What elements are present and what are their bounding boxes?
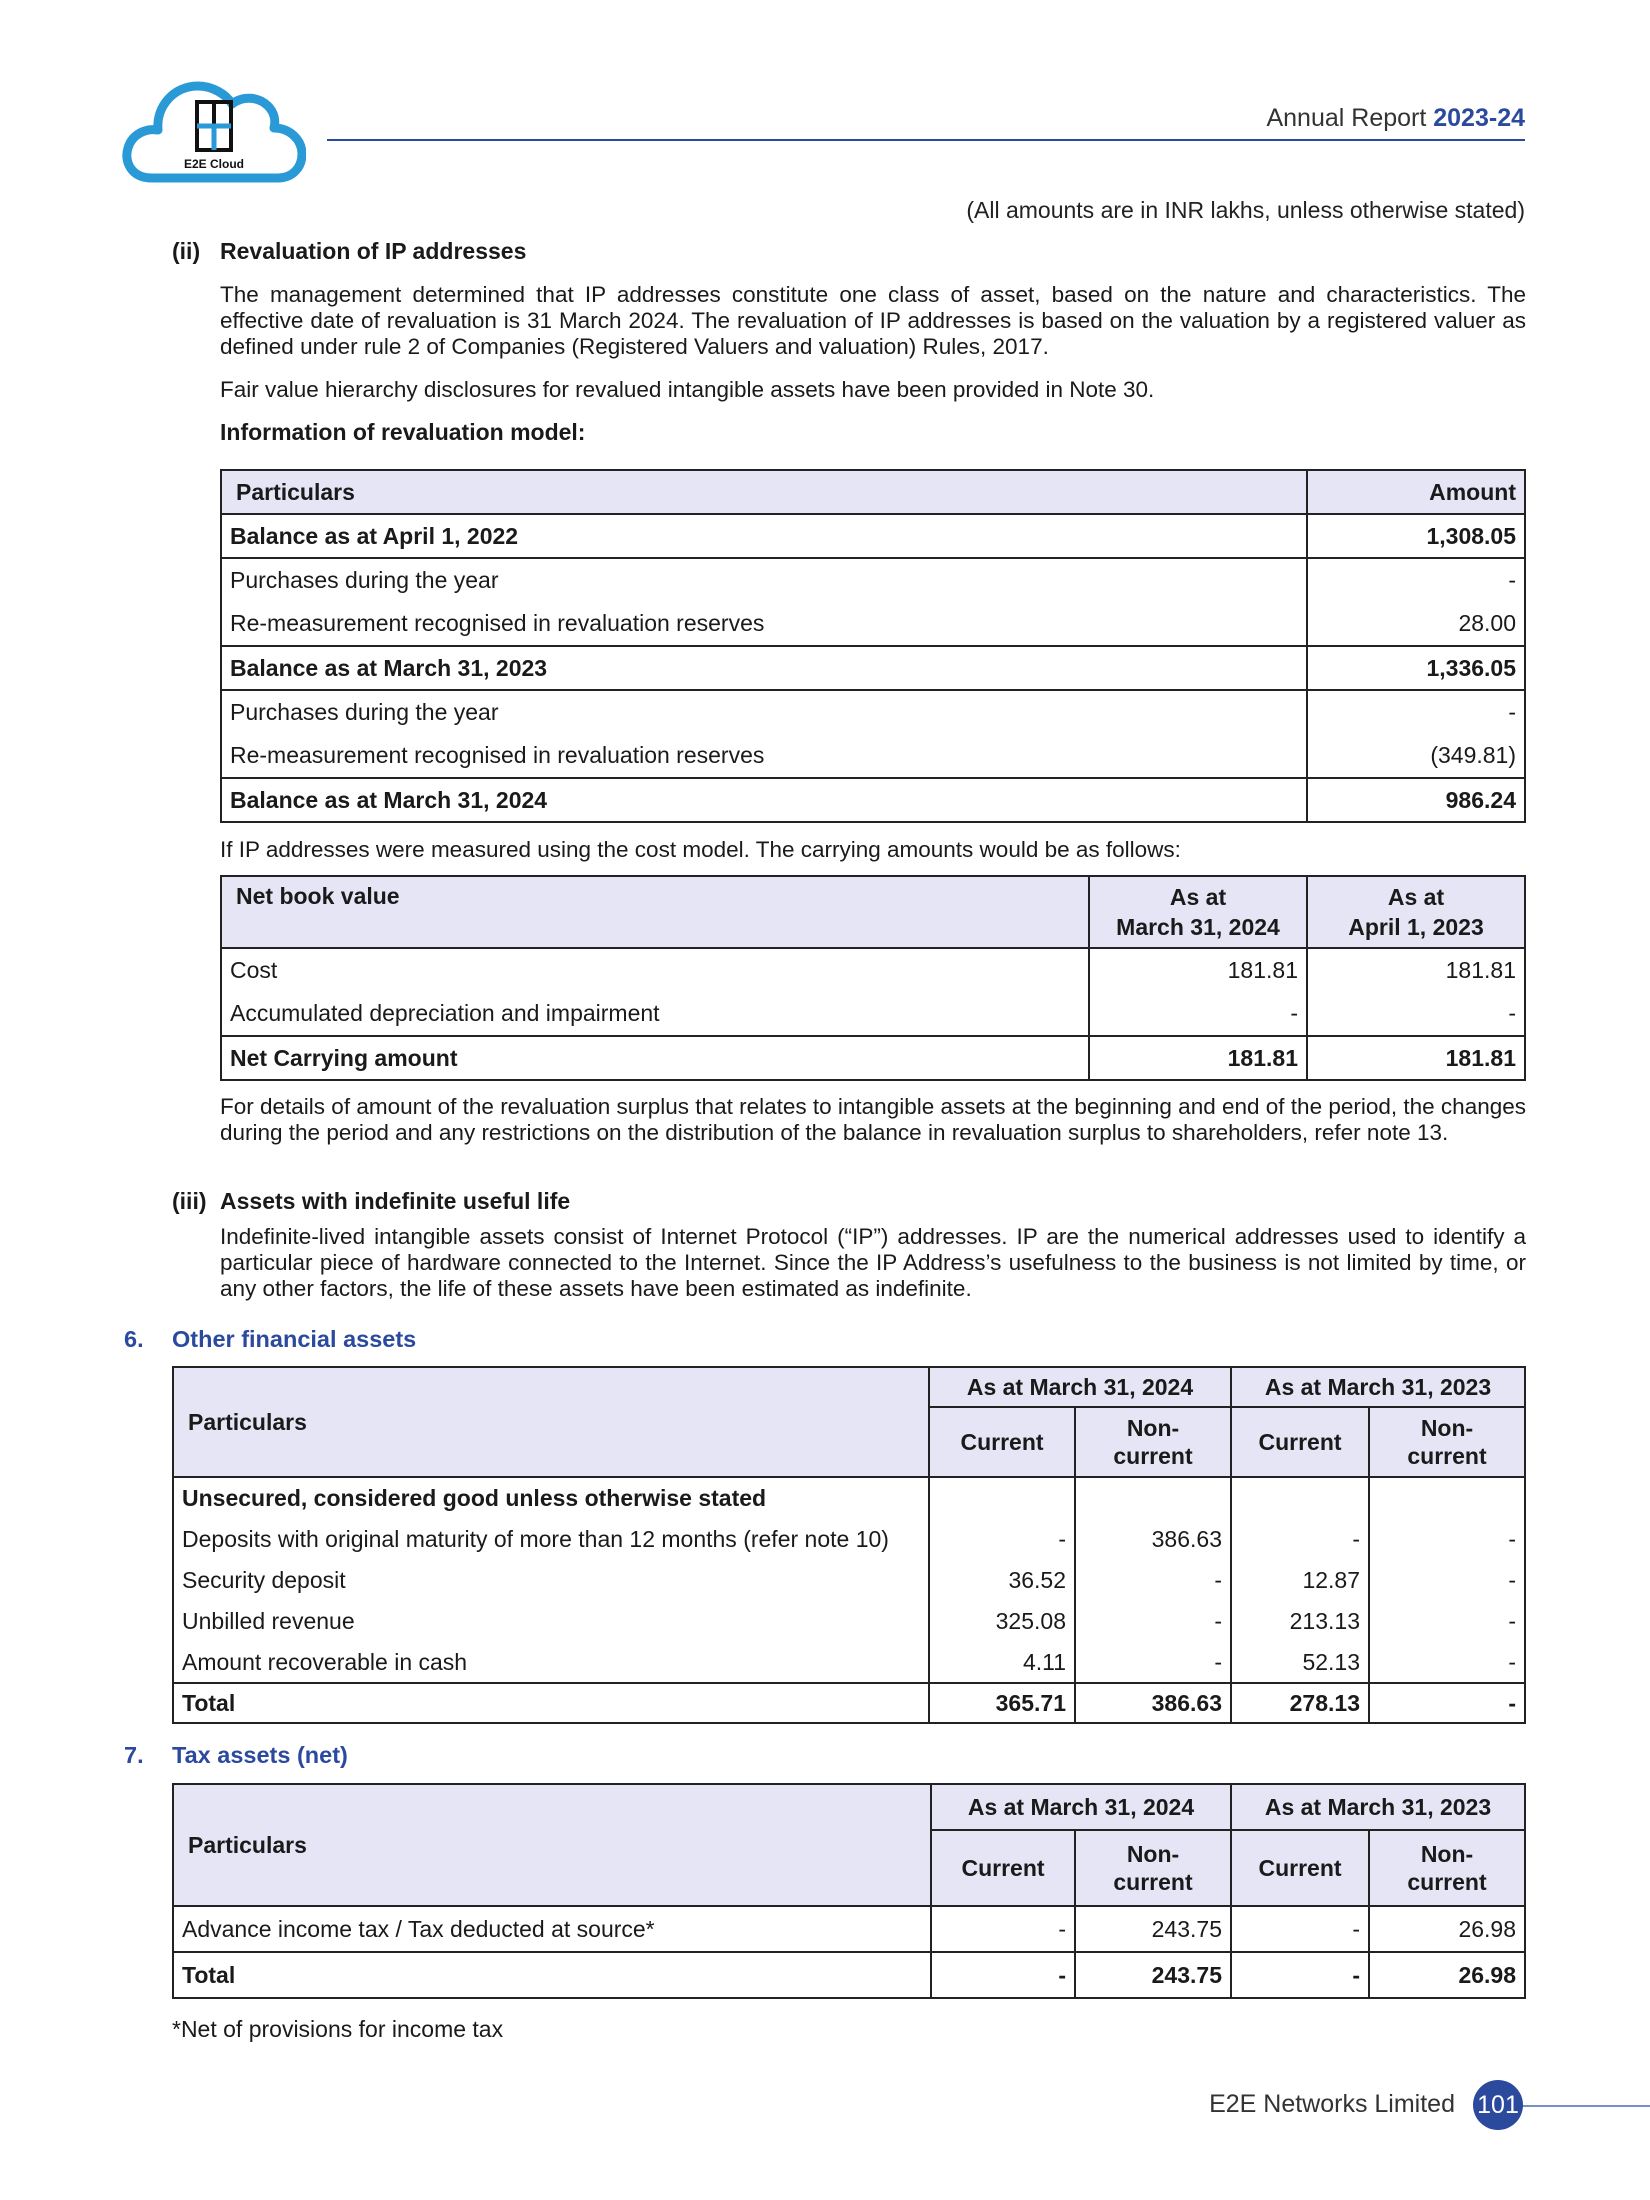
table-header: Non-current [1369, 1407, 1525, 1477]
table-row-value: 1,336.05 [1307, 646, 1525, 690]
header-rule [327, 139, 1525, 141]
section-ii-heading: (ii) Revaluation of IP addresses [172, 238, 527, 264]
table-row-label: Re-measurement recognised in revaluation reserves [221, 734, 1307, 778]
table-header: Non-current [1075, 1830, 1231, 1906]
footer-company-name: E2E Networks Limited [1209, 2090, 1455, 2118]
logo-text: E2E Cloud [183, 157, 245, 171]
table-cell: - [929, 1519, 1075, 1560]
table-cell: - [1075, 1642, 1231, 1683]
table-row-label: Amount recoverable in cash [173, 1642, 929, 1683]
cloud-logo-icon [122, 56, 306, 188]
table-cell: - [1369, 1560, 1525, 1601]
group-label: Unsecured, considered good unless otherwise stated [173, 1477, 929, 1519]
table-cell: 386.63 [1075, 1519, 1231, 1560]
table-cell: 181.81 [1089, 948, 1307, 992]
table-cell: 213.13 [1231, 1601, 1369, 1642]
table-header: As at March 31, 2024 [929, 1367, 1231, 1407]
table-cell: - [1231, 1519, 1369, 1560]
table-total-label: Total [173, 1683, 929, 1723]
amount-note: (All amounts are in INR lakhs, unless otherwise stated) [966, 197, 1525, 223]
tax-footnote: *Net of provisions for income tax [172, 2016, 504, 2042]
table-row-value: - [1307, 690, 1525, 734]
company-logo [122, 56, 306, 188]
table-cell: 4.11 [929, 1642, 1075, 1683]
table-header: Amount [1307, 470, 1525, 514]
table-total-cell: 365.71 [929, 1683, 1075, 1723]
section-iii-paragraph: Indefinite-lived intangible assets consist of Internet Protocol (“IP”) addresses. IP are the numerical addresses used to identify a particular piece of hardware connected to the Internet. Since the IP Address’s usefulness to the business is not limited by time, or any other factors, the life of these assets have been estimated as indefinite. [220, 1224, 1526, 1301]
table-row-label: Balance as at March 31, 2024 [221, 778, 1307, 822]
table-row-value: 1,308.05 [1307, 514, 1525, 558]
cost-model-table [220, 875, 1526, 1081]
table-total-cell: - [931, 1952, 1075, 1998]
table-row-label: Advance income tax / Tax deducted at source* [173, 1906, 931, 1952]
revaluation-surplus-text: For details of amount of the revaluation surplus that relates to intangible assets at the beginning and end of the period, the changes during the period and any restrictions on the distribution of the balance in revaluation surplus to shareholders, refer note 13. [220, 1094, 1526, 1145]
revaluation-model-table [220, 469, 1526, 823]
revaluation-model-title: Information of revaluation model: [220, 419, 586, 445]
table-cell: 181.81 [1307, 1036, 1525, 1080]
table-row-label: Accumulated depreciation and impairment [221, 992, 1089, 1036]
table-header: Current [931, 1830, 1075, 1906]
table-header: As at March 31, 2023 [1231, 1367, 1525, 1407]
table-cell: - [931, 1906, 1075, 1952]
table-total-label: Total [173, 1952, 931, 1998]
table-row-label: Balance as at April 1, 2022 [221, 514, 1307, 558]
table-cell: - [1075, 1601, 1231, 1642]
table-header: Current [1231, 1407, 1369, 1477]
table-row-label: Purchases during the year [221, 558, 1307, 602]
table-row-label: Deposits with original maturity of more than 12 months (refer note 10) [173, 1519, 929, 1560]
section-ii-paragraph-1: The management determined that IP addresses constitute one class of asset, based on the nature and characteristics. The effective date of revaluation is 31 March 2024. The revaluation of IP addresses is based on the valuation by a registered valuer as defined under rule 2 of Companies (Registered Valuers and valuation) Rules, 2017. [220, 282, 1526, 359]
table-cell: - [1089, 992, 1307, 1036]
table-header: As at April 1, 2023 [1307, 876, 1525, 948]
table-cell: - [1369, 1642, 1525, 1683]
table-total-cell: 26.98 [1369, 1952, 1525, 1998]
section-7-heading: 7. Tax assets (net) [124, 1742, 348, 1768]
section-iii-heading: (iii) Assets with indefinite useful life [172, 1188, 571, 1214]
table-total-cell: - [1231, 1952, 1369, 1998]
table-row-label: Balance as at March 31, 2023 [221, 646, 1307, 690]
table-row-value: 28.00 [1307, 602, 1525, 646]
table-header: Net book value [221, 876, 1089, 948]
table-cell: 243.75 [1075, 1906, 1231, 1952]
other-financial-assets-table [172, 1366, 1526, 1724]
table-cell: 181.81 [1307, 948, 1525, 992]
table-row-label: Cost [221, 948, 1089, 992]
table-header: Particulars [173, 1784, 931, 1906]
table-cell: 36.52 [929, 1560, 1075, 1601]
table-row-label: Unbilled revenue [173, 1601, 929, 1642]
table-cell: - [1231, 1906, 1369, 1952]
section-ii-paragraph-2: Fair value hierarchy disclosures for revalued intangible assets have been provided in Note 30. [220, 377, 1155, 402]
table-total-cell: 243.75 [1075, 1952, 1231, 1998]
table-header: Non-current [1075, 1407, 1231, 1477]
table-cell: 12.87 [1231, 1560, 1369, 1601]
table-header: As at March 31, 2024 [1089, 876, 1307, 948]
table-cell: 181.81 [1089, 1036, 1307, 1080]
table-total-cell: 386.63 [1075, 1683, 1231, 1723]
table-cell: 26.98 [1369, 1906, 1525, 1952]
table-header: Particulars [173, 1367, 929, 1477]
table-header: Current [929, 1407, 1075, 1477]
table-row-value: - [1307, 558, 1525, 602]
table-row-label: Net Carrying amount [221, 1036, 1089, 1080]
page-number: 101 [1473, 2080, 1523, 2130]
table-row-value: 986.24 [1307, 778, 1525, 822]
table-row-label: Security deposit [173, 1560, 929, 1601]
table-row-value: (349.81) [1307, 734, 1525, 778]
table-cell: - [1369, 1601, 1525, 1642]
table-cell: 52.13 [1231, 1642, 1369, 1683]
table-cell: 325.08 [929, 1601, 1075, 1642]
report-title: Annual Report 2023-24 [1266, 104, 1525, 132]
table-total-cell: 278.13 [1231, 1683, 1369, 1723]
cost-model-text: If IP addresses were measured using the cost model. The carrying amounts would be as follows: [220, 837, 1181, 862]
table-row-label: Purchases during the year [221, 690, 1307, 734]
table-cell: - [1307, 992, 1525, 1036]
table-cell: - [1369, 1519, 1525, 1560]
table-cell: - [1075, 1560, 1231, 1601]
table-header: As at March 31, 2023 [1231, 1784, 1525, 1830]
section-6-heading: 6. Other financial assets [124, 1326, 417, 1352]
tax-assets-table [172, 1783, 1526, 1999]
table-header: As at March 31, 2024 [931, 1784, 1231, 1830]
report-year: 2023-24 [1433, 104, 1525, 132]
table-header: Current [1231, 1830, 1369, 1906]
table-row-label: Re-measurement recognised in revaluation reserves [221, 602, 1307, 646]
table-header: Non-current [1369, 1830, 1525, 1906]
table-total-cell: - [1369, 1683, 1525, 1723]
table-header: Particulars [221, 470, 1307, 514]
